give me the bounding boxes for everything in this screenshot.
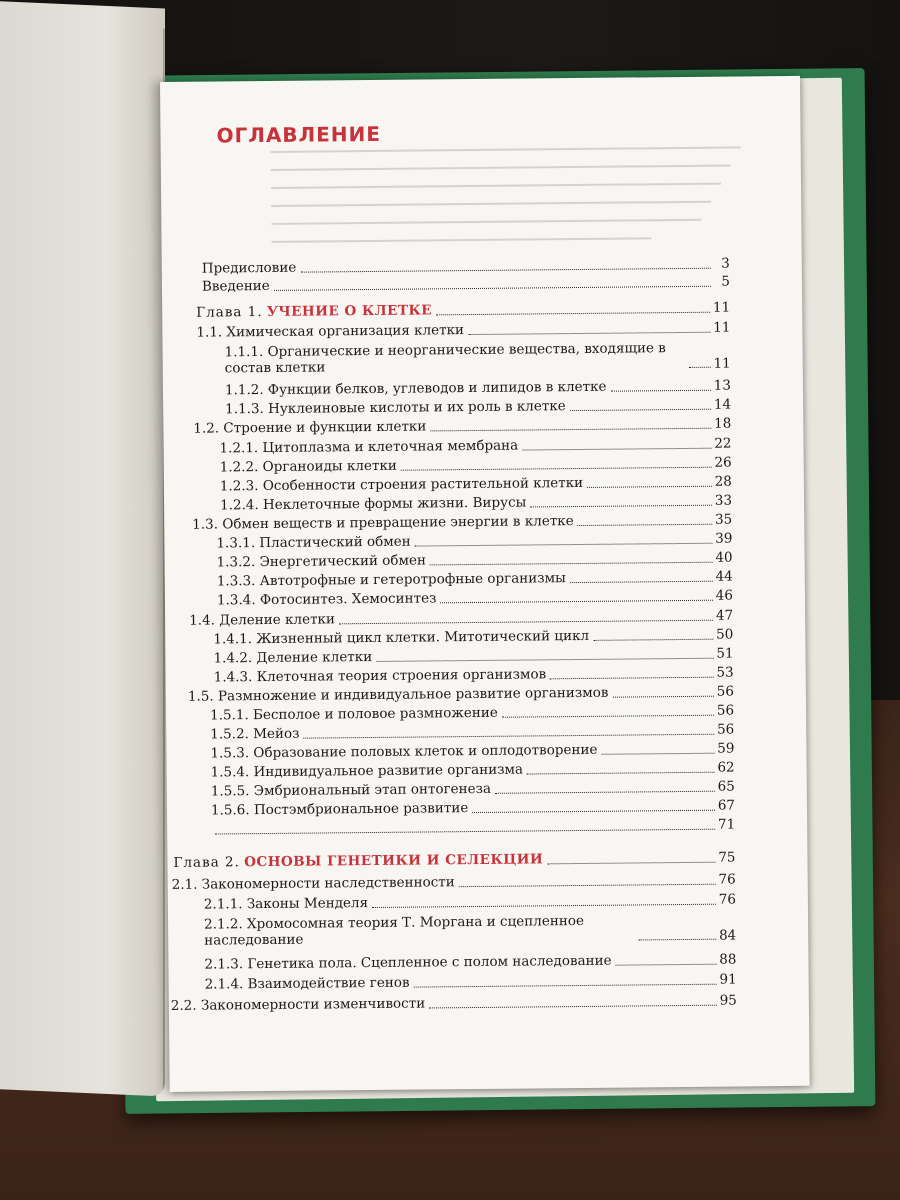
toc-entry-label: Предисловие bbox=[201, 259, 297, 277]
toc-entry-page: 53 bbox=[716, 664, 734, 681]
toc-entry-label: 1.1. Химическая организация клетки bbox=[196, 322, 465, 341]
toc-entry-label: 1.2.4. Неклеточные формы жизни. Вирусы bbox=[219, 494, 527, 514]
toc-entry-page: 13 bbox=[713, 377, 732, 394]
toc-entry-page: 51 bbox=[716, 645, 734, 662]
toc-entry-page: 35 bbox=[714, 511, 733, 528]
toc-entry-page: 50 bbox=[716, 626, 734, 643]
toc-entry[interactable] bbox=[213, 647, 733, 668]
chapter-title: УЧЕНИЕ О КЛЕТКЕ bbox=[266, 302, 433, 320]
toc-chapter-2[interactable] bbox=[173, 851, 735, 872]
toc-entry-page: 5 bbox=[721, 273, 731, 290]
toc-entry-page: 22 bbox=[714, 435, 732, 452]
toc-entry-page: 14 bbox=[713, 396, 732, 413]
toc-entry-label: 1.2.2. Органоиды клетки bbox=[219, 457, 397, 476]
toc-entry-page: 71 bbox=[717, 816, 736, 833]
toc-entry[interactable] bbox=[210, 723, 734, 744]
toc-entry-label: 1.3.2. Энергетический обмен bbox=[216, 552, 427, 571]
toc-entry[interactable] bbox=[214, 666, 734, 687]
toc-entry[interactable] bbox=[216, 532, 732, 552]
chapter-title: ОСНОВЫ ГЕНЕТИКИ И СЕЛЕКЦИИ bbox=[244, 851, 544, 871]
toc-entry-label: 1.2.3. Особенности строения растительной клетки bbox=[219, 474, 584, 495]
toc-entry-page: 56 bbox=[716, 683, 734, 700]
toc-heading: ОГЛАВЛЕНИЕ bbox=[216, 121, 382, 148]
toc-entry-label: 1.2.1. Цитоплазма и клеточная мембрана bbox=[219, 437, 519, 457]
toc-entry[interactable] bbox=[189, 609, 733, 630]
toc-entry-page: 26 bbox=[714, 454, 732, 471]
toc-entry-page: 56 bbox=[716, 721, 735, 738]
toc-entry-label: 2.1. Закономерности наследственности bbox=[171, 874, 455, 893]
toc-entry[interactable] bbox=[204, 953, 736, 974]
toc-entry-label: 1.3.3. Автотрофные и гетеротрофные организмы bbox=[216, 570, 566, 590]
toc-entry-label: 1.4.2. Деление клетки bbox=[213, 648, 373, 667]
toc-entry-page: 3 bbox=[721, 255, 730, 272]
toc-entry[interactable] bbox=[220, 456, 732, 476]
toc-entry-label: 1.1.1. Органические и неорганические вещества, входящие в состав клетки bbox=[224, 340, 666, 376]
toc-entry-page: 67 bbox=[717, 797, 736, 814]
toc-entry-label: 1.5. Размножение и индивидуальное развитие организмов bbox=[187, 684, 609, 705]
toc-entry-label: 1.1.3. Нуклеиновые кислоты и их роль в клетке bbox=[225, 398, 566, 418]
toc-entry[interactable] bbox=[217, 589, 733, 609]
toc-entry[interactable] bbox=[204, 893, 736, 914]
toc-entry-label: 1.3.4. Фотосинтез. Хемосинтез bbox=[216, 590, 437, 609]
toc-entry-label: 1.3.1. Пластический обмен bbox=[216, 533, 411, 552]
toc-entry-page: 33 bbox=[714, 492, 733, 509]
toc-entry-page: 65 bbox=[717, 778, 735, 795]
toc-entry[interactable] bbox=[172, 873, 736, 894]
toc-entry-page: 62 bbox=[717, 759, 735, 776]
toc-entry[interactable] bbox=[205, 973, 737, 994]
toc-entry-page: 84 bbox=[718, 927, 737, 944]
toc-entry-page: 47 bbox=[715, 607, 734, 624]
toc-entry-label: 1.5.5. Эмбриональный этап онтогенеза bbox=[210, 780, 492, 800]
toc-entry-page: 76 bbox=[718, 871, 736, 888]
toc-entry[interactable] bbox=[210, 704, 734, 725]
toc-entry-label: 1.4.3. Клеточная теория строения организмов bbox=[213, 666, 547, 686]
toc-entry-page: 76 bbox=[718, 891, 736, 908]
toc-entry[interactable] bbox=[211, 761, 735, 782]
toc-entry[interactable] bbox=[211, 818, 735, 839]
toc-entry-page: 11 bbox=[713, 355, 731, 372]
toc-entry[interactable] bbox=[204, 913, 736, 949]
toc-entry-label: 1.5.1. Бесполое и половое размножение bbox=[210, 704, 498, 724]
toc-entry[interactable] bbox=[211, 780, 735, 801]
toc-entry[interactable] bbox=[225, 398, 731, 418]
toc-entry-page: 39 bbox=[715, 530, 733, 547]
chapter-prefix: Глава 1. bbox=[196, 304, 263, 321]
toc-entry-label: 1.1.2. Функции белков, углеводов и липидов в клетке bbox=[224, 378, 607, 399]
chapter-prefix: Глава 2. bbox=[173, 854, 240, 871]
toc-entry-page: 44 bbox=[715, 568, 733, 585]
toc-entry[interactable] bbox=[196, 321, 730, 342]
toc-entry-page: 11 bbox=[713, 319, 731, 336]
toc-entry-label: 1.5.6. Постэмбриональное развитие bbox=[210, 800, 469, 819]
toc-entry-page: 28 bbox=[714, 473, 732, 490]
toc-entry[interactable] bbox=[225, 379, 731, 399]
toc-entry[interactable] bbox=[219, 437, 731, 457]
toc-entry-page: 91 bbox=[719, 971, 737, 988]
toc-entry[interactable] bbox=[225, 341, 731, 377]
toc-entry-page: 18 bbox=[714, 415, 732, 432]
toc-entry-page: 95 bbox=[719, 992, 737, 1009]
toc-entry-label: 1.4.1. Жизненный цикл клетки. Митотический цикл bbox=[213, 627, 590, 648]
toc-entry-label: 1.4. Деление клетки bbox=[189, 611, 336, 629]
toc-entry[interactable] bbox=[217, 551, 733, 571]
toc-entry-label: 1.5.2. Мейоз bbox=[210, 725, 300, 743]
toc-entry[interactable] bbox=[220, 475, 732, 495]
toc-entry-label: 1.3. Обмен веществ и превращение энергии в клетке bbox=[192, 513, 574, 533]
toc-entry-page: 46 bbox=[715, 587, 734, 604]
toc-entry-label: 2.1.1. Законы Менделя bbox=[203, 895, 369, 913]
toc-entry-page: 40 bbox=[715, 549, 733, 566]
left-page-text bbox=[0, 180, 165, 252]
left-page bbox=[0, 0, 165, 1097]
toc-entry-label: 1.2. Строение и функции клетки bbox=[193, 418, 427, 437]
toc-entry-label: Введение bbox=[201, 277, 270, 295]
toc-entry[interactable] bbox=[193, 417, 731, 438]
toc-entry-label: 1.5.4. Индивидуальное развитие организма bbox=[210, 761, 524, 781]
toc-entry[interactable] bbox=[192, 513, 732, 534]
toc-entry-page: 56 bbox=[716, 702, 735, 719]
toc-entry[interactable] bbox=[217, 570, 733, 590]
toc-entry[interactable] bbox=[171, 994, 737, 1015]
toc-entry-label: 1.5.3. Образование половых клеток и оплодотворение bbox=[210, 741, 598, 762]
right-page bbox=[160, 76, 810, 1092]
toc-entry-page: 59 bbox=[717, 740, 735, 757]
toc-entry[interactable] bbox=[210, 742, 734, 763]
toc-entry[interactable] bbox=[188, 685, 734, 706]
toc-entry-page: 88 bbox=[719, 951, 737, 968]
toc-entry-label: 2.1.4. Взаимодействие генов bbox=[204, 974, 410, 993]
toc-entry-page: 11 bbox=[712, 299, 731, 316]
toc-entry-label: 2.2. Закономерности изменчивости bbox=[170, 995, 426, 1014]
toc-entry-label: 2.1.3. Генетика пола. Сцепленное с полом наследование bbox=[204, 952, 612, 973]
toc-entry-page: 75 bbox=[718, 849, 736, 866]
toc-entry[interactable] bbox=[211, 799, 735, 820]
toc-entry[interactable] bbox=[213, 628, 733, 649]
toc-entry-label: 2.1.2. Хромосомная теория Т. Моргана и сцепленное наследование bbox=[204, 912, 585, 949]
toc-entry[interactable] bbox=[220, 494, 732, 514]
